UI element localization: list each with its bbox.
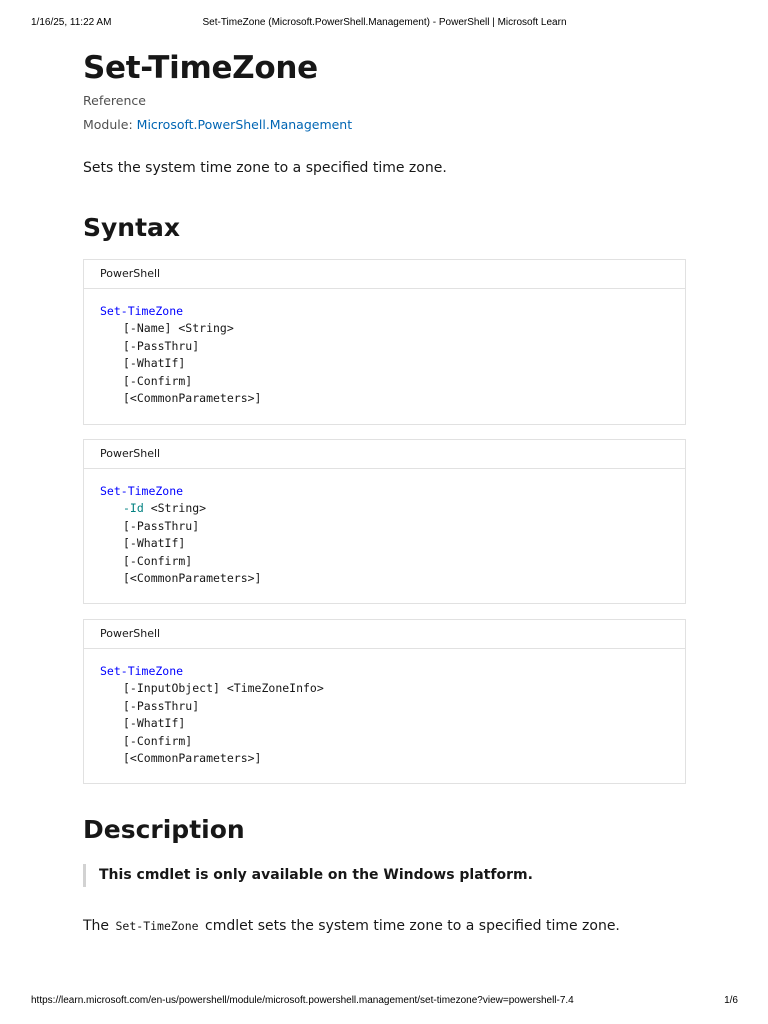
code-command: Set-TimeZone <box>100 484 184 498</box>
print-datetime: 1/16/25, 11:22 AM <box>31 17 112 28</box>
code-line: [-PassThru] <box>123 338 200 353</box>
page-summary: Sets the system time zone to a specified time zone. <box>83 160 447 176</box>
code-language-label: PowerShell <box>84 440 685 469</box>
platform-note-callout: This cmdlet is only available on the Windows platform. <box>83 864 533 887</box>
code-line: [<CommonParameters>] <box>123 751 262 766</box>
reference-label: Reference <box>83 93 146 108</box>
syntax-code-block <box>83 619 686 784</box>
code-parameter: -Id <box>123 501 144 516</box>
code-line: [-WhatIf] <box>123 356 186 371</box>
code-line: [-Confirm] <box>123 553 193 568</box>
code-content[interactable] <box>84 289 685 419</box>
code-line <box>100 500 669 517</box>
code-line: [-InputObject] <TimeZoneInfo> <box>123 681 324 696</box>
code-content[interactable] <box>84 649 685 779</box>
syntax-heading: Syntax <box>83 213 181 242</box>
code-line: [-Name] <String> <box>123 321 234 336</box>
print-title: Set-TimeZone (Microsoft.PowerShell.Management) - PowerShell | Microsoft Learn <box>202 17 567 28</box>
print-header <box>31 17 738 31</box>
code-content[interactable] <box>84 469 685 599</box>
description-text-prefix: The <box>83 918 114 934</box>
module-link[interactable]: Microsoft.PowerShell.Management <box>136 117 353 132</box>
code-language-label: PowerShell <box>84 260 685 289</box>
module-label: Module: <box>83 117 133 132</box>
code-line: [-WhatIf] <box>123 716 186 731</box>
inline-code: Set-TimeZone <box>115 919 199 933</box>
code-line: [<CommonParameters>] <box>123 391 262 406</box>
code-line: [-WhatIf] <box>123 536 186 551</box>
print-footer <box>31 995 738 1009</box>
code-line: [<CommonParameters>] <box>123 571 262 586</box>
syntax-code-block <box>83 259 686 425</box>
code-command: Set-TimeZone <box>100 304 184 318</box>
print-page-number: 1/6 <box>724 995 738 1006</box>
code-language-label: PowerShell <box>84 620 685 649</box>
code-line: [-PassThru] <box>123 698 200 713</box>
module-info <box>83 117 352 132</box>
print-url: https://learn.microsoft.com/en-us/powershell/module/microsoft.powershell.management/set-timezone?view=powershell-7.4 <box>31 995 574 1006</box>
code-line: [-Confirm] <box>123 373 193 388</box>
code-line: [-PassThru] <box>123 518 200 533</box>
description-paragraph <box>83 918 620 934</box>
description-heading: Description <box>83 815 245 844</box>
code-line: [-Confirm] <box>123 733 193 748</box>
description-text-suffix: cmdlet sets the system time zone to a specified time zone. <box>200 918 620 934</box>
syntax-code-block <box>83 439 686 604</box>
code-command: Set-TimeZone <box>100 664 184 678</box>
page-title: Set-TimeZone <box>83 50 318 86</box>
code-parameter-type: <String> <box>143 501 207 516</box>
